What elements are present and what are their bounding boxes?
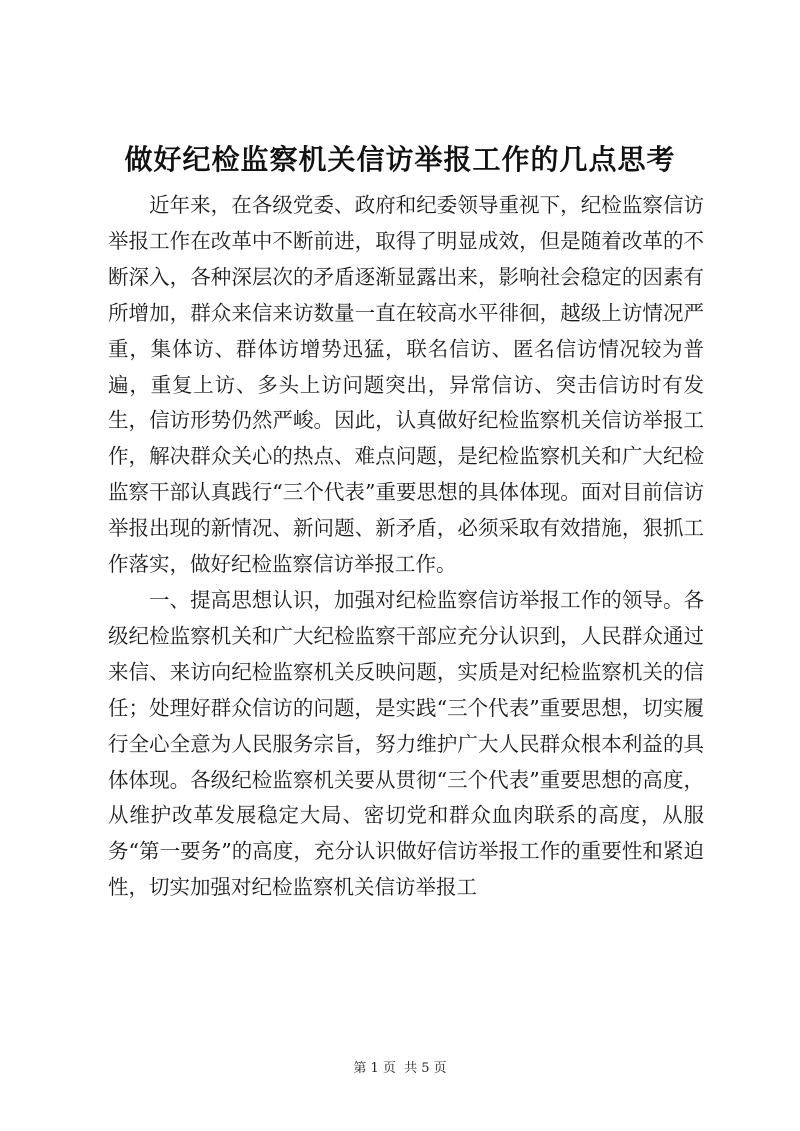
- document-title: 做好纪检监察机关信访举报工作的几点思考: [124, 143, 676, 176]
- paragraph-section-one: 一、提高思想认识，加强对纪检监察信访举报工作的领导。各级纪检监察机关和广大纪检监察干部应充分认识到，人民群众通过来信、来访向纪检监察机关反映问题，实质是对纪检监察机关的信任；处理好群众信访的问题，是实践“三个代表”重要思想，切实履行全心全意为人民服务宗旨，努力维护广大人民群众根本利益的具体体现。各级纪检监察机关要从贯彻“三个代表”重要思想的高度，从维护改革发展稳定大局、密切党和群众血肉联系的高度，从服务“第一要务”的高度，充分认识做好信访举报工作的重要性和紧迫性，切实加强对纪检监察机关信访举报工: [108, 587, 704, 900]
- document-body: [108, 188, 704, 906]
- page-footer: 第 1 页 共 5 页: [353, 1061, 447, 1076]
- paragraph-intro: 近年来，在各级党委、政府和纪委领导重视下，纪检监察信访举报工作在改革中不断前进，取得了明显成效，但是随着改革的不断深入，各种深层次的矛盾逐渐显露出来，影响社会稳定的因素有所增加，群众来信来访数量一直在较高水平徘徊，越级上访情况严重，集体访、群体访增势迅猛，联名信访、匿名信访情况较为普遍，重复上访、多头上访问题突出，异常信访、突击信访时有发生，信访形势仍然严峻。因此，认真做好纪检监察机关信访举报工作，解决群众关心的热点、难点问题，是纪检监察机关和广大纪检监察干部认真践行“三个代表”重要思想的具体体现。面对目前信访举报出现的新情况、新问题、新矛盾，必须采取有效措施，狠抓工作落实，做好纪检监察信访举报工作。: [108, 193, 704, 577]
